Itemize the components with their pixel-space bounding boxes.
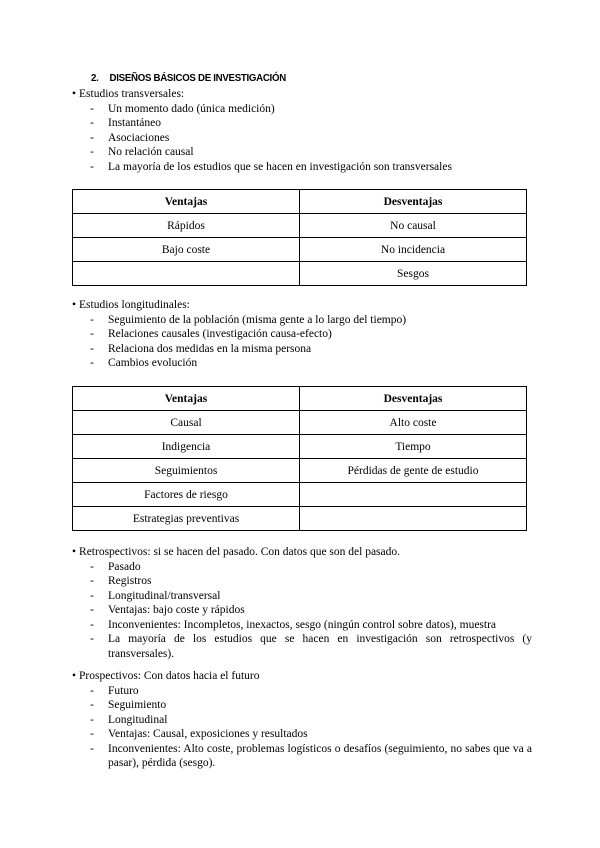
list-item: - La mayoría de los estudios que se hacen en investigación son retrospectivos (y transversales). bbox=[90, 632, 532, 661]
list-item: - Asociaciones bbox=[90, 131, 532, 146]
table-row bbox=[73, 214, 527, 238]
retrospectivos-title: • Retrospectivos: si se hacen del pasado. Con datos que son del pasado. bbox=[72, 545, 532, 560]
table-header-desventajas: Desventajas bbox=[300, 387, 527, 411]
table-cell: No causal bbox=[300, 214, 527, 238]
table-cell: Pérdidas de gente de estudio bbox=[300, 459, 527, 483]
table-row bbox=[73, 238, 527, 262]
table-cell: Bajo coste bbox=[73, 238, 300, 262]
table-row bbox=[73, 483, 527, 507]
longitudinales-title: • Estudios longitudinales: bbox=[72, 298, 532, 313]
table-row bbox=[73, 459, 527, 483]
list-item: - Cambios evolución bbox=[90, 356, 532, 371]
table-cell bbox=[73, 262, 300, 286]
list-item: - Inconvenientes: Alto coste, problemas logísticos o desafíos (seguimiento, no sabes que va a pasar), pérdida (sesgo). bbox=[90, 742, 532, 771]
list-item: - Longitudinal/transversal bbox=[90, 589, 532, 604]
prospectivos-section bbox=[72, 669, 532, 771]
list-item: - Instantáneo bbox=[90, 116, 532, 131]
list-item: - Relaciones causales (investigación causa-efecto) bbox=[90, 327, 532, 342]
table-row bbox=[73, 262, 527, 286]
transversales-table bbox=[72, 189, 527, 286]
retrospectivos-list bbox=[72, 560, 532, 662]
prospectivos-list bbox=[72, 684, 532, 771]
transversales-title: • Estudios transversales: bbox=[72, 87, 532, 102]
list-item: - Seguimiento de la población (misma gente a lo largo del tiempo) bbox=[90, 313, 532, 328]
retrospectivos-section bbox=[72, 545, 532, 661]
table-cell: Indigencia bbox=[73, 435, 300, 459]
list-item: - No relación causal bbox=[90, 145, 532, 160]
table-header-ventajas: Ventajas bbox=[73, 190, 300, 214]
longitudinales-list bbox=[72, 313, 532, 371]
table-cell: Estrategias preventivas bbox=[73, 507, 300, 531]
section-heading bbox=[91, 72, 286, 84]
transversales-list bbox=[72, 102, 532, 175]
table-header-ventajas: Ventajas bbox=[73, 387, 300, 411]
list-item: - Relaciona dos medidas en la misma persona bbox=[90, 342, 532, 357]
list-item: - Seguimiento bbox=[90, 698, 532, 713]
table-header-row bbox=[73, 190, 527, 214]
section-number: 2. bbox=[91, 72, 99, 84]
list-item: - Registros bbox=[90, 574, 532, 589]
list-item: - Un momento dado (única medición) bbox=[90, 102, 532, 117]
table-cell bbox=[300, 483, 527, 507]
section-title: DISEÑOS BÁSICOS DE INVESTIGACIÓN bbox=[109, 72, 286, 84]
table-cell: Seguimientos bbox=[73, 459, 300, 483]
list-item: - Pasado bbox=[90, 560, 532, 575]
table-cell: Rápidos bbox=[73, 214, 300, 238]
table-cell: Alto coste bbox=[300, 411, 527, 435]
table-cell: Factores de riesgo bbox=[73, 483, 300, 507]
table-cell: No incidencia bbox=[300, 238, 527, 262]
list-item: - Longitudinal bbox=[90, 713, 532, 728]
prospectivos-title: • Prospectivos: Con datos hacia el futuro bbox=[72, 669, 532, 684]
table-row bbox=[73, 435, 527, 459]
table-cell: Sesgos bbox=[300, 262, 527, 286]
longitudinales-table bbox=[72, 386, 527, 531]
table-row bbox=[73, 411, 527, 435]
list-item: - Inconvenientes: Incompletos, inexactos, sesgo (ningún control sobre datos), muestra bbox=[90, 618, 532, 633]
list-item: - Futuro bbox=[90, 684, 532, 699]
table-header-desventajas: Desventajas bbox=[300, 190, 527, 214]
list-item: - Ventajas: bajo coste y rápidos bbox=[90, 603, 532, 618]
longitudinales-section bbox=[72, 298, 532, 371]
table-cell: Causal bbox=[73, 411, 300, 435]
table-cell: Tiempo bbox=[300, 435, 527, 459]
list-item: - La mayoría de los estudios que se hacen en investigación son transversales bbox=[90, 160, 532, 175]
transversales-section bbox=[72, 87, 532, 174]
list-item: - Ventajas: Causal, exposiciones y resultados bbox=[90, 727, 532, 742]
table-header-row bbox=[73, 387, 527, 411]
table-cell bbox=[300, 507, 527, 531]
table-row bbox=[73, 507, 527, 531]
